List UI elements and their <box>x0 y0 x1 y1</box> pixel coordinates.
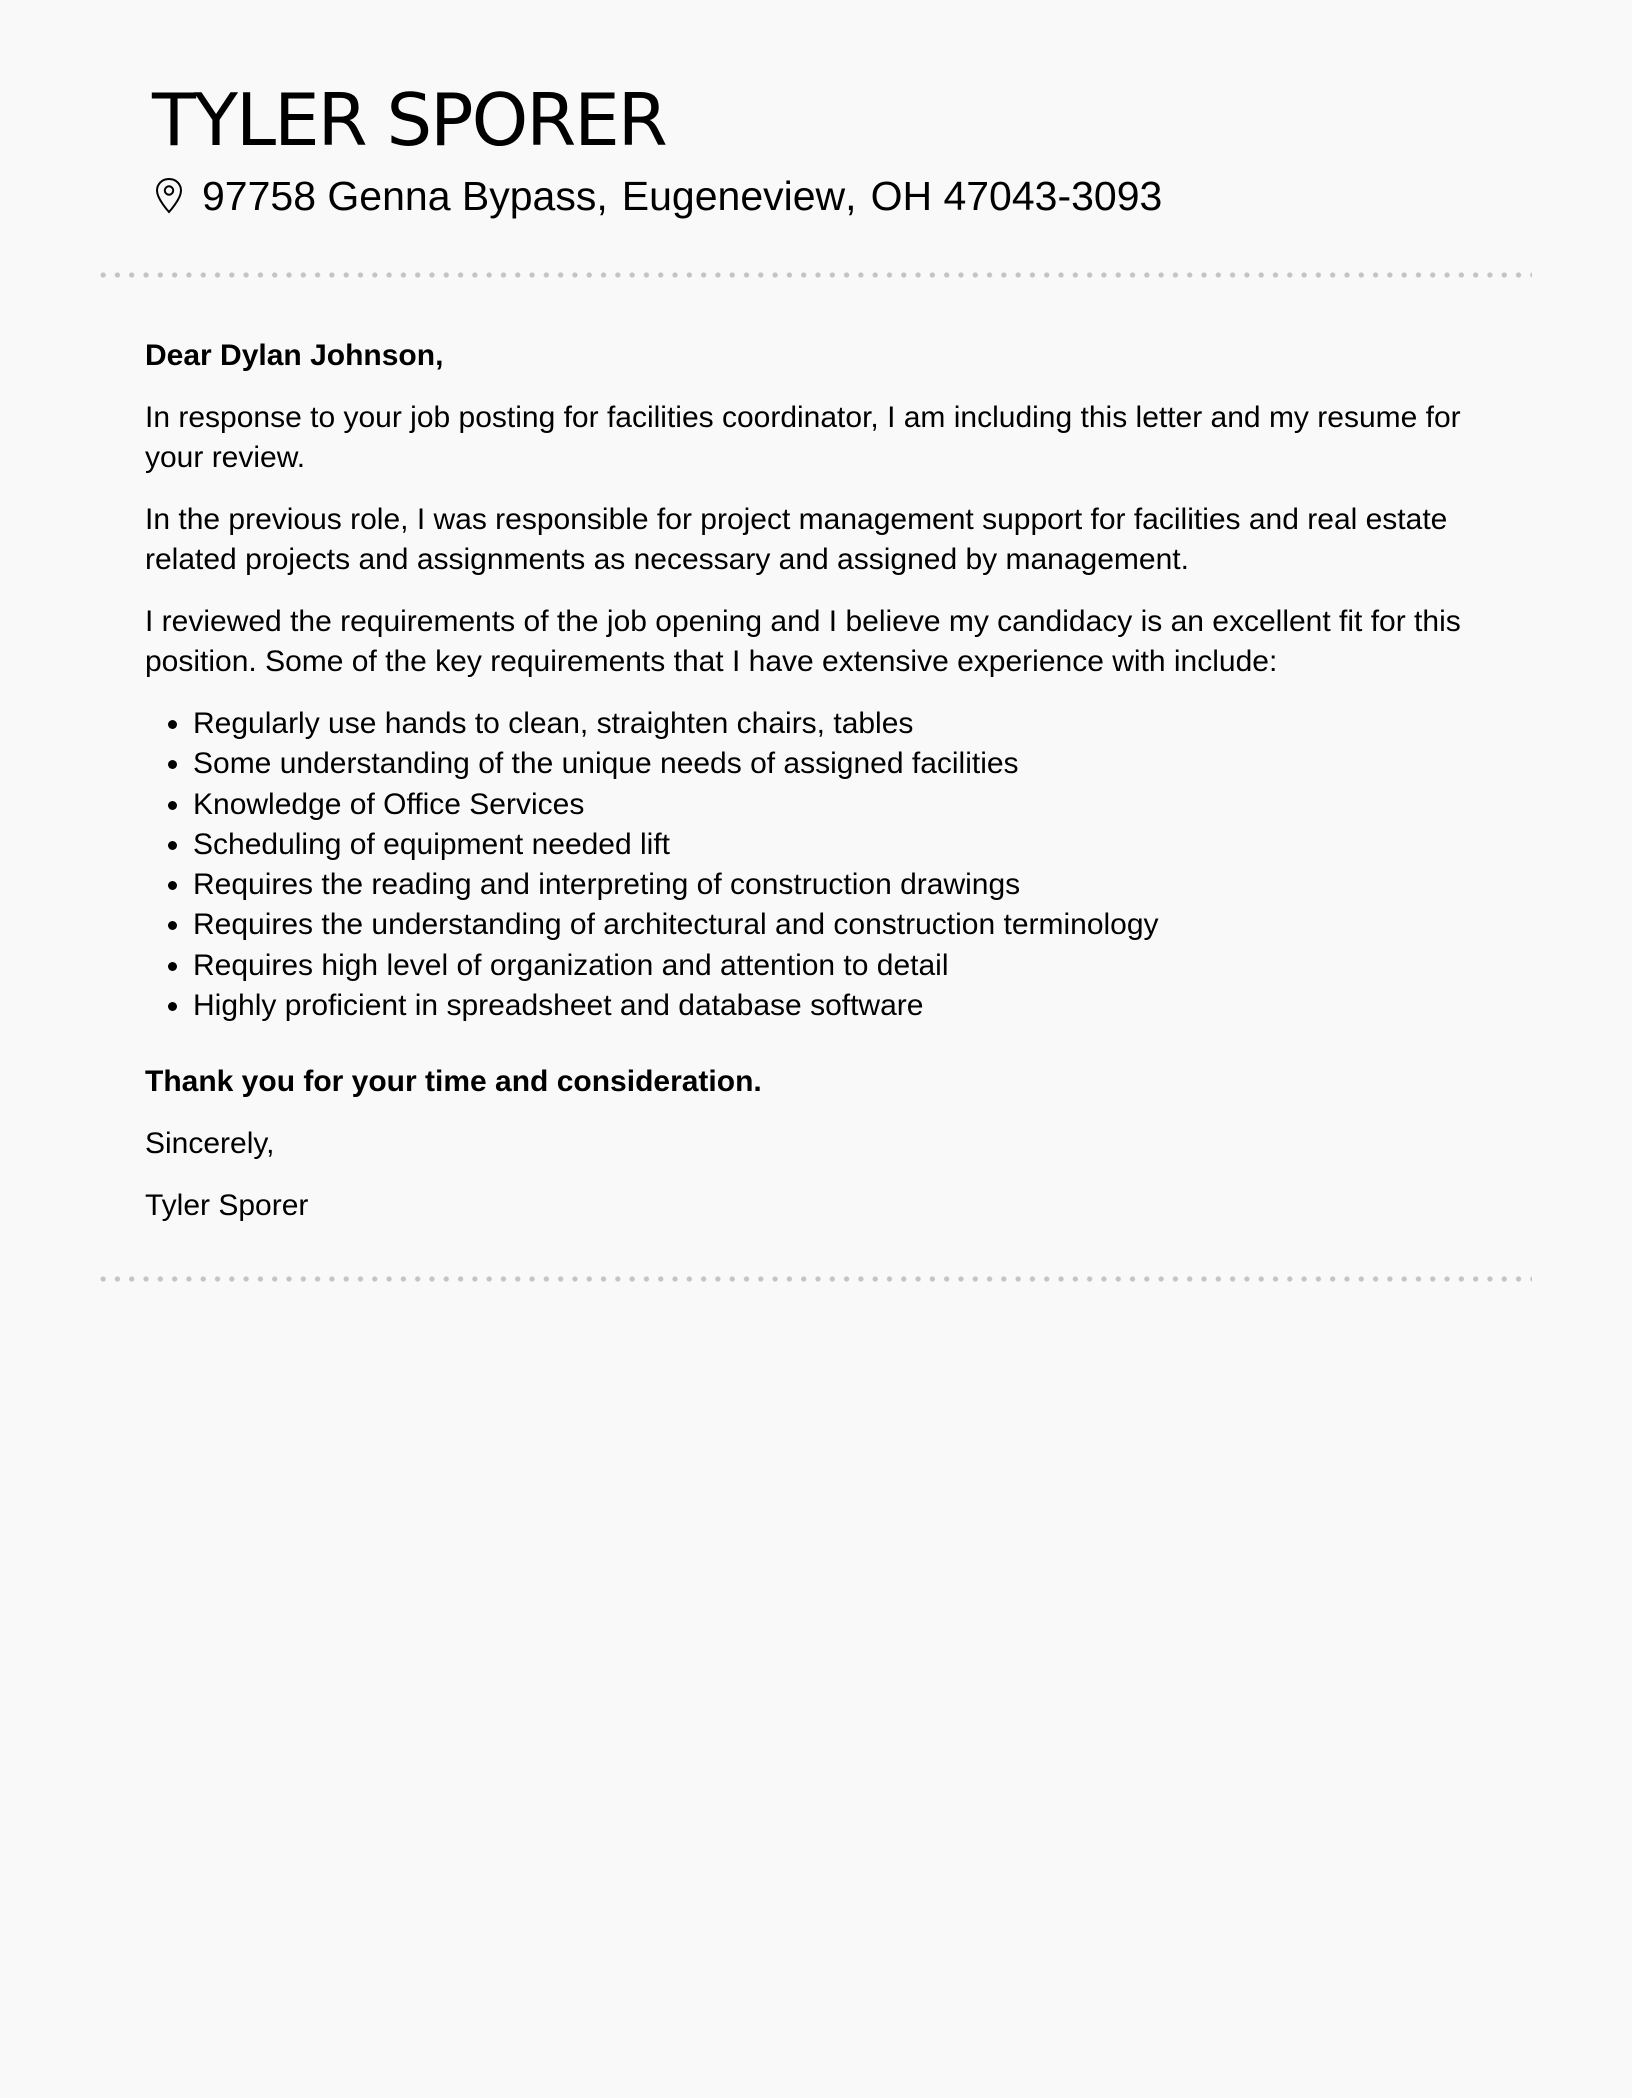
signoff: Sincerely, <box>145 1127 275 1161</box>
signature-name: Tyler Sporer <box>145 1189 309 1223</box>
list-item: Highly proficient in spreadsheet and database software <box>145 986 1495 1026</box>
list-item: Some understanding of the unique needs of assigned facilities <box>145 744 1495 784</box>
list-item: Knowledge of Office Services <box>145 785 1495 825</box>
list-item: Regularly use hands to clean, straighten chairs, tables <box>145 704 1495 744</box>
requirements-list <box>145 704 1495 1026</box>
address-line <box>152 168 1492 224</box>
salutation: Dear Dylan Johnson, <box>145 339 444 372</box>
address-city: Eugeneview <box>621 173 846 219</box>
dotted-divider-bottom <box>96 1276 1532 1282</box>
list-item: Requires the reading and interpreting of construction drawings <box>145 865 1495 905</box>
letter-header <box>152 76 1492 224</box>
applicant-name: TYLER SPORER <box>152 78 666 162</box>
list-item: Requires high level of organization and attention to detail <box>145 946 1495 986</box>
paragraph-intro: In response to your job posting for facilities coordinator, I am including this letter and my resume for your review. <box>145 401 1461 474</box>
address-state-zip: OH 47043-3093 <box>870 173 1163 219</box>
paragraph-previous-role: In the previous role, I was responsible for project management support for facilities and real estate related projects and assignments as necessary and assigned by management. <box>145 503 1448 576</box>
address-separator: , <box>845 173 857 219</box>
paragraph-requirements-intro: I reviewed the requirements of the job opening and I believe my candidacy is an excellent fit for this position. Some of the key requirements that I have extensive experience with include: <box>145 605 1461 678</box>
address-street: 97758 Genna Bypass <box>202 173 597 219</box>
letter-body <box>145 336 1495 1248</box>
address-separator: , <box>596 173 608 219</box>
list-item: Scheduling of equipment needed lift <box>145 825 1495 865</box>
dotted-divider-top <box>96 272 1532 278</box>
list-item: Requires the understanding of architectural and construction terminology <box>145 905 1495 945</box>
location-pin-icon <box>154 177 184 215</box>
closing-line: Thank you for your time and consideration. <box>145 1065 762 1099</box>
